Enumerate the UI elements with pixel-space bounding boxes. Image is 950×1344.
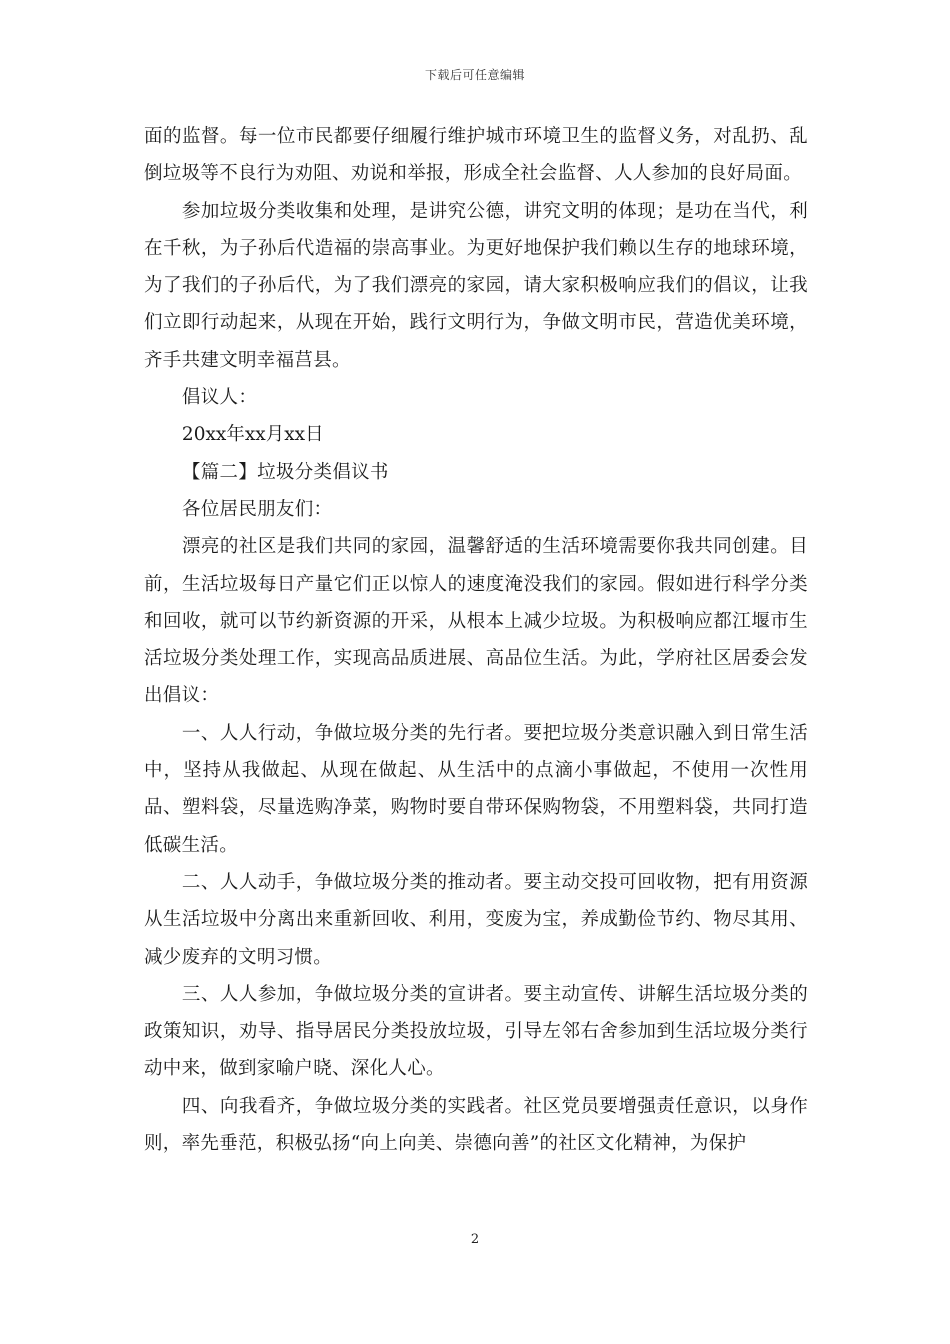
paragraph: 三、人人参加，争做垃圾分类的宣讲者。要主动宣传、讲解生活垃圾分类的政策知识，劝导、指导居民分类投放垃圾，引导左邻右舍参加到生活垃圾分类行动中来，做到家喻户晓、深化人心。 <box>144 983 808 1080</box>
signature-label: 倡议人： <box>181 387 258 409</box>
paragraph: 漂亮的社区是我们共同的家园，温馨舒适的生活环境需要你我共同创建。目前，生活垃圾每日产量它们正以惊人的速度淹没我们的家园。假如进行科学分类和回收，就可以节约新资源的开采，从根本上减少垃圾。为积极响应都江堰市生活垃圾分类处理工作，实现高品质进展、高品位生活。为此，学府社区居委会发出倡议： <box>144 536 808 707</box>
paragraph: 四、向我看齐，争做垃圾分类的实践者。社区党员要增强责任意识，以身作则，率先垂范，积极弘扬“向上向美、崇德向善”的社区文化精神，为保护 <box>144 1095 808 1155</box>
paragraph: 参加垃圾分类收集和处理，是讲究公德，讲究文明的体现；是功在当代，利在千秋，为子孙后代造福的崇高事业。为更好地保护我们赖以生存的地球环境，为了我们的子孙后代，为了我们漂亮的家园，请大家积极响应我们的倡议，让我们立即行动起来，从现在开始，践行文明行为，争做文明市民，营造优美环境，齐手共建文明幸福莒县。 <box>144 200 808 371</box>
page-number: 2 <box>470 1232 480 1247</box>
paragraph: 一、人人行动，争做垃圾分类的先行者。要把垃圾分类意识融入到日常生活中，坚持从我做起、从现在做起、从生活中的点滴小事做起，不使用一次性用品、塑料袋，尽量选购净菜，购物时要自带环保购物袋，不用塑料袋，共同打造低碳生活。 <box>144 722 808 856</box>
paragraph: 面的监督。每一位市民都要仔细履行维护城市环境卫生的监督义务，对乱扔、乱倒垃圾等不良行为劝阻、劝说和举报，形成全社会监督、人人参加的良好局面。 <box>144 126 808 185</box>
document-body <box>144 118 808 1162</box>
date-line: 20xx年xx月xx日 <box>181 424 324 446</box>
paragraph: 二、人人动手，争做垃圾分类的推动者。要主动交投可回收物，把有用资源从生活垃圾中分离出来重新回收、利用，变废为宝，养成勤俭节约、物尽其用、减少废弃的文明习惯。 <box>144 871 808 968</box>
section-title: 【篇二】垃圾分类倡议书 <box>181 461 389 483</box>
salutation: 各位居民朋友们： <box>181 498 333 520</box>
page-header: 下载后可任意编辑 <box>424 68 525 82</box>
